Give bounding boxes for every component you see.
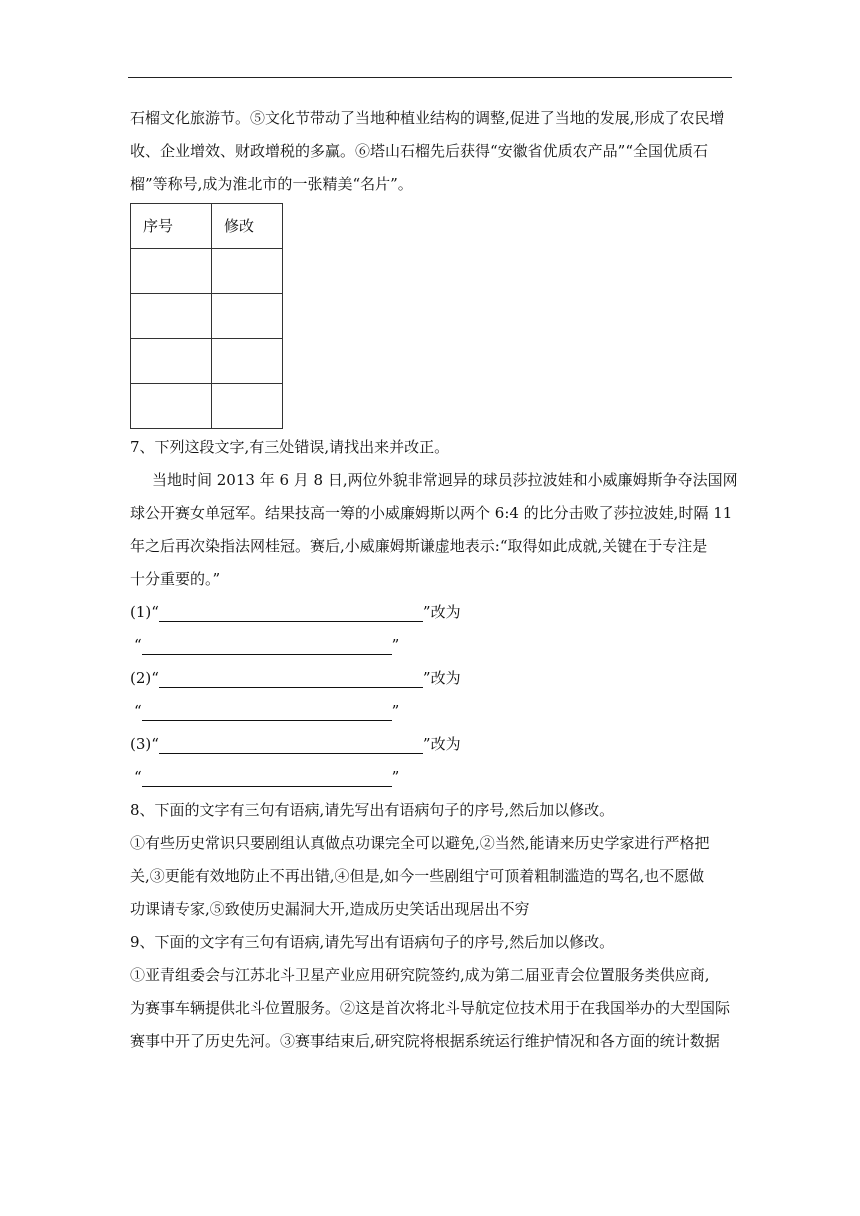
paragraph-line: 功课请专家,⑤致使历史漏洞大开,造成历史笑话出现居出不穷 — [130, 900, 530, 918]
question-7-answer-1 — [130, 596, 740, 662]
close-quote: ” — [391, 702, 400, 720]
table-cell[interactable] — [212, 294, 283, 339]
open-quote: “ — [151, 603, 159, 621]
answer-blank[interactable] — [142, 636, 392, 655]
paragraph-line: 榴”等称号,成为淮北市的一张精美“名片”。 — [130, 175, 413, 193]
paragraph-line: 球公开赛女单冠军。结果技高一筹的小威廉姆斯以两个 6:4 的比分击败了莎拉波娃,时隔 11 — [130, 504, 733, 522]
paragraph-line: 当地时间 2013 年 6 月 8 日,两位外貌非常迥异的球员莎拉波娃和小威廉姆斯争夺法国网 — [152, 471, 738, 489]
question-7-title: 7、下列这段文字,有三处错误,请找出来并改正。 — [130, 438, 450, 456]
question-8-title: 8、下面的文字有三句有语病,请先写出有语病句子的序号,然后加以修改。 — [130, 801, 615, 819]
paragraph-line: ①亚青组委会与江苏北斗卫星产业应用研究院签约,成为第二届亚青会位置服务类供应商, — [130, 966, 710, 984]
header-rule — [128, 77, 732, 78]
open-quote: “ — [151, 735, 159, 753]
table-cell[interactable] — [131, 339, 212, 384]
table-cell[interactable] — [131, 294, 212, 339]
answer-number: (1) — [130, 603, 152, 621]
question-7-passage — [130, 464, 740, 596]
question-7-answer-3 — [130, 728, 740, 794]
question-9-passage — [130, 959, 740, 1058]
question-7-answer-2 — [130, 662, 740, 728]
continuation-paragraph — [130, 102, 740, 201]
question-9-title: 9、下面的文字有三句有语病,请先写出有语病句子的序号,然后加以修改。 — [130, 933, 615, 951]
change-to-label: ”改为 — [422, 735, 461, 753]
change-to-label: ”改为 — [422, 669, 461, 687]
answer-blank[interactable] — [159, 735, 423, 754]
table-header-cell: 序号 — [131, 204, 212, 249]
paragraph-line: 十分重要的。” — [130, 570, 221, 588]
table-header-cell: 修改 — [212, 204, 283, 249]
answer-number: (3) — [130, 735, 152, 753]
table-cell[interactable] — [212, 249, 283, 294]
question-8-passage — [130, 827, 740, 926]
close-quote: ” — [391, 636, 400, 654]
close-quote: ” — [391, 768, 400, 786]
table-cell[interactable] — [212, 339, 283, 384]
table-cell[interactable] — [131, 384, 212, 429]
change-to-label: ”改为 — [422, 603, 461, 621]
paragraph-line: 石榴文化旅游节。⑤文化节带动了当地种植业结构的调整,促进了当地的发展,形成了农民增 — [130, 109, 725, 127]
answer-blank[interactable] — [142, 768, 392, 787]
revision-table — [130, 203, 283, 429]
open-quote: “ — [151, 669, 159, 687]
paragraph-line: 为赛事车辆提供北斗位置服务。②这是首次将北斗导航定位技术用于在我国举办的大型国际 — [130, 999, 731, 1017]
table-cell[interactable] — [212, 384, 283, 429]
answer-blank[interactable] — [159, 669, 423, 688]
paragraph-line: ①有些历史常识只要剧组认真做点功课完全可以避免,②当然,能请来历史学家进行严格把 — [130, 834, 710, 852]
paragraph-line: 年之后再次染指法网桂冠。赛后,小威廉姆斯谦虚地表示:“取得如此成就,关键在于专注是 — [130, 537, 708, 555]
table-row — [131, 384, 283, 429]
open-quote: “ — [134, 636, 142, 654]
paragraph-line: 赛事中开了历史先河。③赛事结束后,研究院将根据系统运行维护情况和各方面的统计数据 — [130, 1032, 720, 1050]
table-header-row — [131, 204, 283, 249]
table-row — [131, 294, 283, 339]
table-row — [131, 249, 283, 294]
open-quote: “ — [134, 702, 142, 720]
open-quote: “ — [134, 768, 142, 786]
paragraph-line: 收、企业增效、财政增税的多赢。⑥塔山石榴先后获得“安徽省优质农产品”“全国优质石 — [130, 142, 709, 160]
paragraph-line: 关,③更能有效地防止不再出错,④但是,如今一些剧组宁可顶着粗制滥造的骂名,也不愿做 — [130, 867, 705, 885]
table-row — [131, 339, 283, 384]
answer-number: (2) — [130, 669, 152, 687]
table-cell[interactable] — [131, 249, 212, 294]
answer-blank[interactable] — [159, 603, 423, 622]
document-body — [130, 102, 740, 1058]
answer-blank[interactable] — [142, 702, 392, 721]
